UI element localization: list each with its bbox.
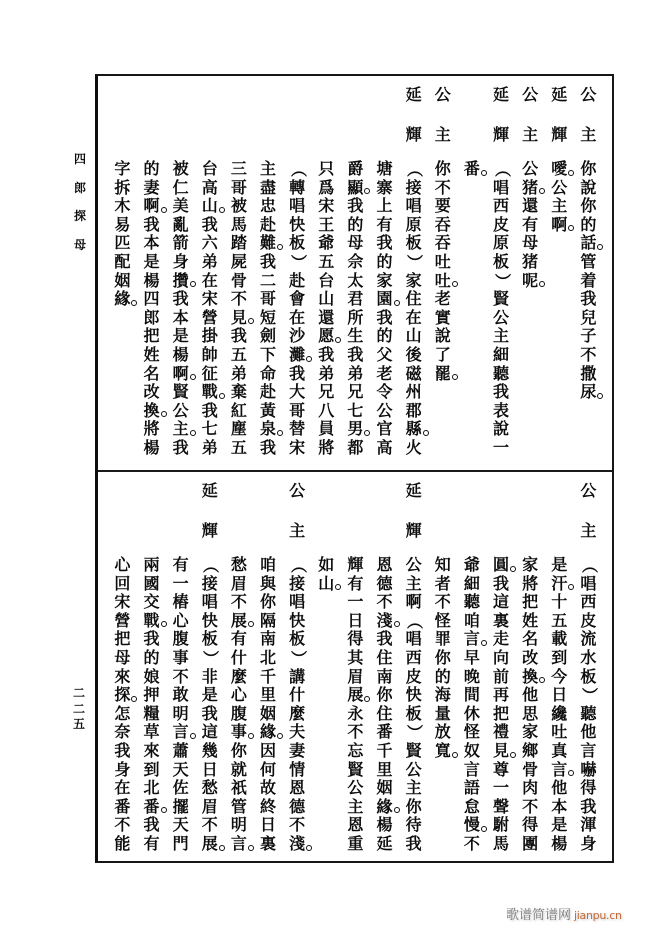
running-title: 四 郎 探 母 <box>73 152 86 252</box>
speaker-name: 延 輝 <box>551 85 568 144</box>
script-column <box>166 75 195 471</box>
speaker-name: 延 輝 <box>201 481 218 540</box>
dialogue-line: （ 接 唱 原 板 ） 家 住 在 山 後 磁 州 郡 縣 火 <box>404 161 424 457</box>
script-column <box>574 75 603 471</box>
dialogue-line: 是 汗 十 五 載 到 今 日 纔 吐 真 言 他 本 是 楊 <box>551 555 568 853</box>
script-column <box>545 471 574 862</box>
script-column <box>545 75 574 471</box>
script-column <box>457 75 486 471</box>
dialogue-line: 主 盡 忠 赴 難 我 二 哥 短 劍 下 命 赴 黃 泉 我 <box>260 159 277 457</box>
script-column <box>108 75 137 471</box>
upper-text-block <box>108 75 603 471</box>
dialogue-line: 只 爲 宋 王 爺 五 台 山 還 愿 我 弟 兄 八 員 將 <box>318 159 335 457</box>
script-column <box>457 471 486 862</box>
dialogue-line: 輝 有 一 日 得 其 眉 展 永 不 忘 賢 公 主 恩 重 <box>347 555 364 853</box>
speaker-name: 延 輝 <box>493 85 510 144</box>
dialogue-line: 你 說 你 的 話 管 着 我 兒 子 不 撒 尿 <box>580 159 597 402</box>
speaker-name: 公 主 <box>289 481 306 540</box>
script-column <box>254 75 283 471</box>
dialogue-line: （ 唱 西 皮 原 板 ） 賢 公 主 細 聽 我 表 說 一 <box>492 161 512 457</box>
watermark-site-name: 歌谱简谱网 <box>506 908 572 923</box>
script-column <box>254 471 283 862</box>
script-column <box>137 471 166 862</box>
script-column <box>428 75 457 471</box>
script-column <box>341 75 370 471</box>
script-column <box>166 471 195 862</box>
dialogue-line: 公 猪 還 有 母 猪 呢 <box>522 159 539 290</box>
dialogue-line: 有 一 樁 心 腹 事 不 敢 明 言 蕭 天 佐 擺 天 門 <box>172 555 189 853</box>
speaker-name: 公 主 <box>434 85 451 144</box>
dialogue-line: （ 轉 唱 快 板 ） 赴 會 在 沙 灘 我 大 哥 替 宋 <box>288 161 308 457</box>
script-column <box>487 75 516 471</box>
dialogue-line: 爺 細 聽 咱 言 早 晚 間 休 怪 奴 言 語 怠 慢 不 <box>463 555 480 853</box>
script-column <box>137 75 166 471</box>
script-column <box>516 75 545 471</box>
script-column <box>399 471 428 862</box>
dialogue-line: 被 仁 美 亂 箭 身 攢 我 本 是 楊 啊 賢 公 主 我 <box>172 159 189 457</box>
dialogue-line: （ 接 唱 快 板 ） 講 什 麼 夫 妻 情 恩 德 不 淺 <box>288 557 308 853</box>
dialogue-line: 如 山 <box>318 555 335 593</box>
script-column <box>312 471 341 862</box>
dialogue-line: 知 者 不 怪 罪 你 的 海 量 放 寬 <box>434 555 451 760</box>
script-column <box>312 75 341 471</box>
speaker-name: 延 輝 <box>405 85 422 144</box>
script-column <box>399 75 428 471</box>
dialogue-line: 台 高 山 我 六 弟 在 宋 營 掛 帥 征 戰 我 七 弟 <box>201 159 218 457</box>
dialogue-line: 家 將 把 姓 名 改 換 他 思 家 鄉 骨 肉 不 得 團 <box>522 555 539 853</box>
script-column <box>341 471 370 862</box>
dialogue-line: 圓 我 這 裏 走 向 前 再 把 禮 見 尊 一 聲 駙 馬 <box>493 555 510 853</box>
dialogue-line: （ 接 唱 快 板 ） 非 是 我 這 幾 日 愁 眉 不 展 <box>201 557 221 853</box>
dialogue-line: 番 <box>463 159 480 178</box>
script-column <box>370 471 399 862</box>
dialogue-line: 塘 寨 上 有 我 的 家 園 我 的 父 老 令 公 官 高 <box>376 159 393 457</box>
script-column <box>195 471 224 862</box>
dialogue-line: 咱 與 你 隔 南 北 千 里 姻 緣 因 何 故 終 日 裏 <box>260 555 277 853</box>
dialogue-line: 心 回 宋 營 把 母 來 探 怎 奈 我 身 在 番 不 能 <box>114 555 131 853</box>
script-column <box>283 471 312 862</box>
script-column <box>195 75 224 471</box>
dialogue-line: 恩 德 不 淺 我 住 南 你 住 番 千 里 姻 緣 楊 延 <box>376 555 393 853</box>
script-column <box>224 75 253 471</box>
lower-text-block <box>108 471 603 862</box>
dialogue-line: 三 哥 被 馬 踏 屍 骨 不 見 我 五 弟 棄 紅 塵 五 <box>230 159 247 457</box>
script-column <box>487 471 516 862</box>
dialogue-line: 字 拆 木 易 匹 配 姻 緣 <box>114 159 131 309</box>
dialogue-line: （ 唱 西 皮 流 水 板 ） 聽 他 言 嚇 得 我 渾 身 <box>579 557 599 853</box>
script-column <box>283 75 312 471</box>
script-column <box>370 75 399 471</box>
watermark-domain: jianpu.cn <box>574 909 622 922</box>
script-column <box>428 471 457 862</box>
dialogue-line: 你 不 要 吞 吞 吐 吐 老 實 說 了 罷 <box>434 159 451 383</box>
speaker-name: 延 輝 <box>405 481 422 540</box>
dialogue-line: 爵 顯 我 的 母 佘 太 君 所 生 我 弟 兄 七 男 都 <box>347 159 364 457</box>
script-column <box>224 471 253 862</box>
speaker-name: 公 主 <box>580 85 597 144</box>
speaker-name: 公 主 <box>580 481 597 540</box>
dialogue-line: 愁 眉 不 展 有 什 麼 心 腹 事 你 就 祇 管 明 言 <box>230 555 247 853</box>
dialogue-line: 兩 國 交 戰 我 的 娘 押 糧 草 來 到 北 番 我 有 <box>143 555 160 853</box>
script-column <box>516 471 545 862</box>
watermark <box>506 904 622 923</box>
dialogue-line: 公 主 啊 （ 唱 西 皮 快 板 ） 賢 公 主 你 待 我 <box>404 555 424 853</box>
script-column <box>108 471 137 862</box>
script-column <box>574 471 603 862</box>
dialogue-line: 噯 公 主 啊 <box>551 159 568 234</box>
dialogue-line: 的 妻 啊 我 本 是 楊 四 郎 把 姓 名 改 換 將 楊 <box>143 159 160 457</box>
speaker-name: 公 主 <box>522 85 539 144</box>
page-number: 二 二 五 <box>72 686 85 731</box>
